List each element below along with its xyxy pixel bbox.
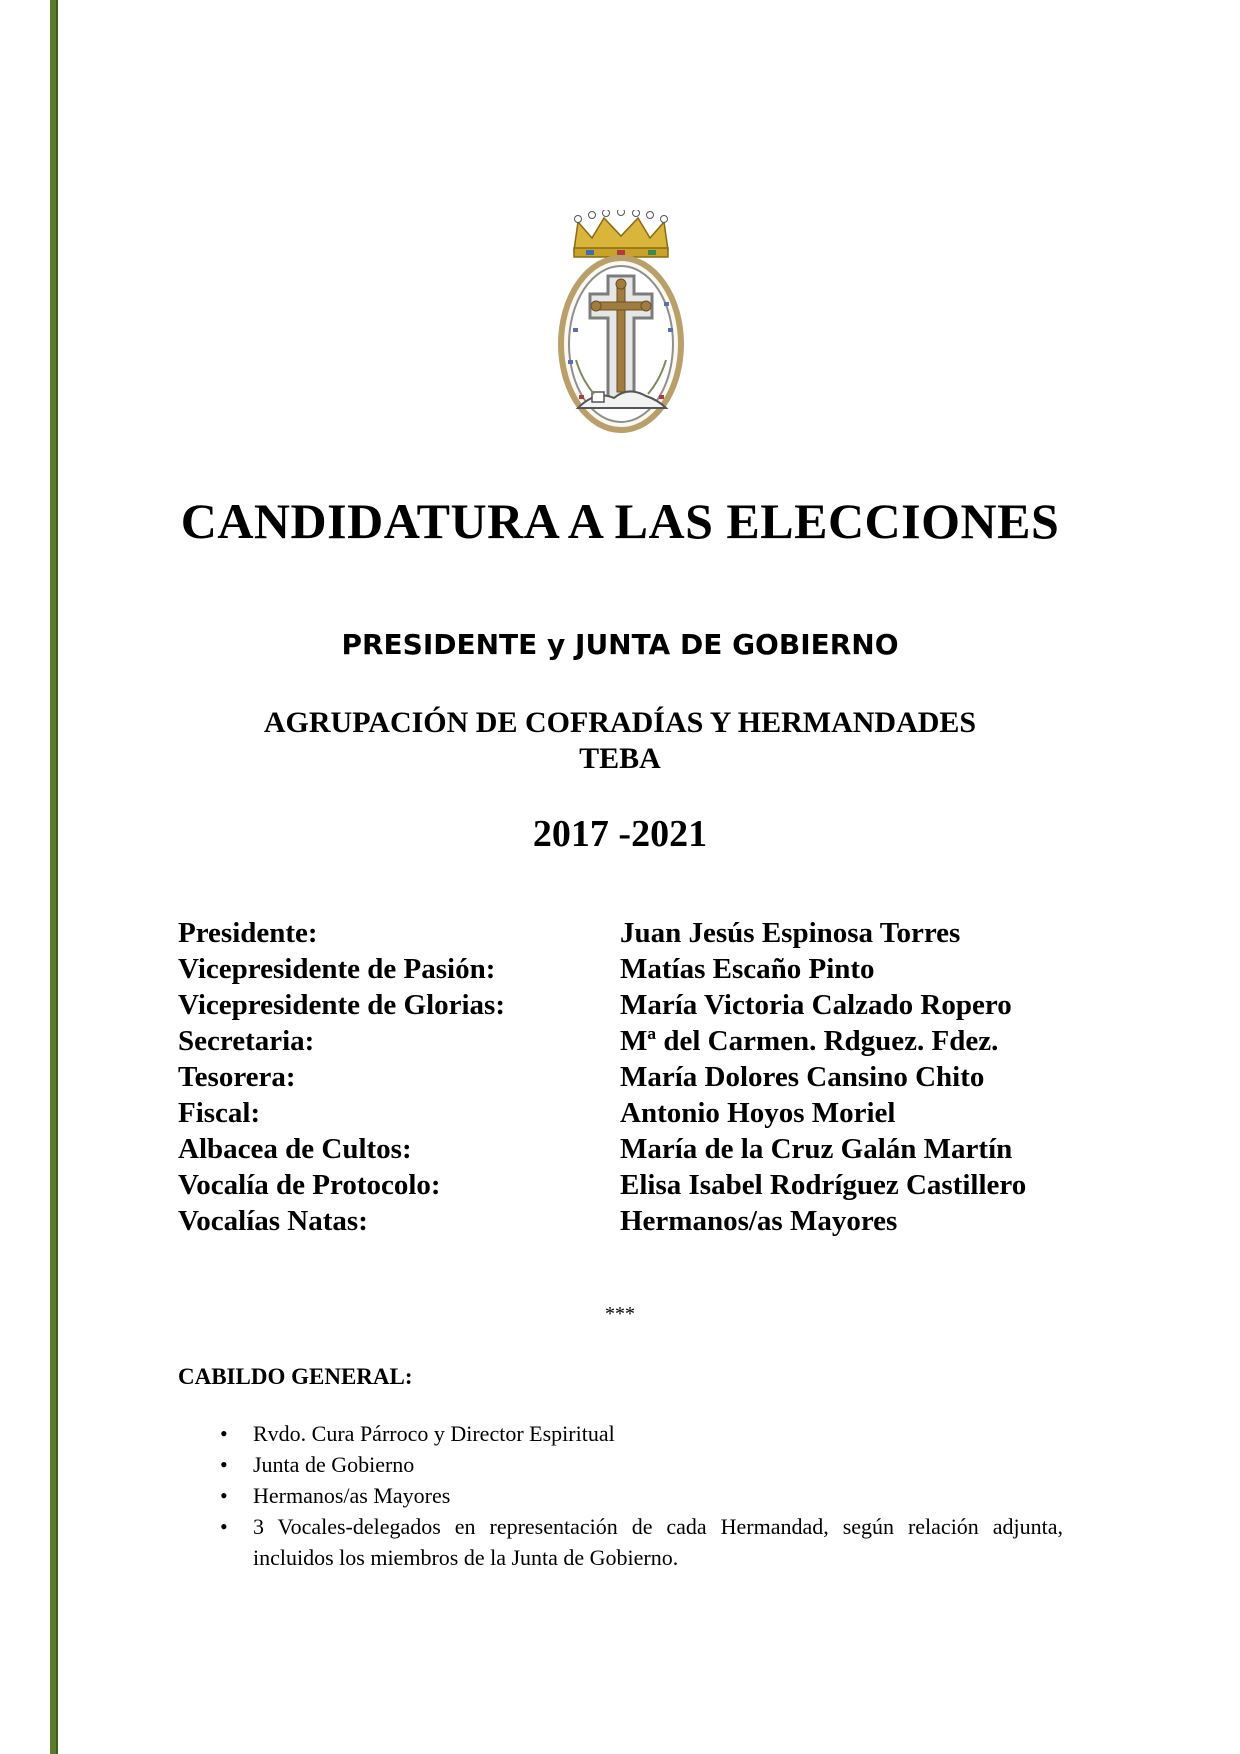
roster-name: Hermanos/as Mayores xyxy=(620,1205,898,1237)
list-item xyxy=(178,1418,1063,1449)
roster-name: Juan Jesús Espinosa Torres xyxy=(620,917,961,949)
list-item-text: Junta de Gobierno xyxy=(253,1452,415,1477)
organization-line-2: TEBA xyxy=(579,742,661,775)
cabildo-heading: CABILDO GENERAL: xyxy=(178,1364,413,1389)
roster-name: María Dolores Cansino Chito xyxy=(620,1061,985,1093)
roster-row xyxy=(178,915,1078,951)
roster-row xyxy=(178,1095,1078,1131)
roster-row xyxy=(178,1167,1078,1203)
roster-name: María Victoria Calzado Ropero xyxy=(620,989,1012,1021)
roster-role: Albacea de Cultos: xyxy=(178,1133,412,1165)
candidate-roster xyxy=(178,915,1078,1239)
list-item-text: Rvdo. Cura Párroco y Director Espiritual xyxy=(253,1421,615,1446)
roster-row xyxy=(178,987,1078,1023)
bullet-icon: • xyxy=(220,1483,228,1508)
roster-row xyxy=(178,1023,1078,1059)
roster-role: Presidente: xyxy=(178,917,318,949)
left-border-line xyxy=(50,0,58,1754)
roster-row xyxy=(178,951,1078,987)
roster-role: Vicepresidente de Pasión: xyxy=(178,953,496,985)
bullet-icon: • xyxy=(220,1452,228,1477)
list-item xyxy=(178,1449,1063,1480)
roster-row xyxy=(178,1203,1078,1239)
cabildo-list xyxy=(178,1418,1063,1573)
roster-name: Matías Escaño Pinto xyxy=(620,953,875,985)
roster-role: Vicepresidente de Glorias: xyxy=(178,989,506,1021)
roster-row xyxy=(178,1131,1078,1167)
list-item xyxy=(178,1480,1063,1511)
roster-role: Secretaria: xyxy=(178,1025,315,1057)
organization-name xyxy=(0,705,1240,777)
bullet-icon: • xyxy=(220,1421,228,1446)
organization-line-1: AGRUPACIÓN DE COFRADÍAS Y HERMANDADES xyxy=(263,706,977,739)
roster-name: Antonio Hoyos Moriel xyxy=(620,1097,896,1129)
roster-row xyxy=(178,1059,1078,1095)
list-item-text: Hermanos/as Mayores xyxy=(253,1483,451,1508)
roster-name: Mª del Carmen. Rdguez. Fdez. xyxy=(620,1025,999,1057)
page-title: CANDIDATURA A LAS ELECCIONES xyxy=(180,493,1060,549)
crown-icon xyxy=(574,210,668,257)
roster-role: Fiscal: xyxy=(178,1097,261,1129)
section-separator: *** xyxy=(605,1303,635,1325)
bullet-icon: • xyxy=(220,1514,228,1539)
roster-role: Tesorera: xyxy=(178,1061,296,1093)
roster-name: María de la Cruz Galán Martín xyxy=(620,1133,1013,1165)
page-subtitle: PRESIDENTE y JUNTA DE GOBIERNO xyxy=(341,628,899,661)
list-item xyxy=(178,1511,1063,1573)
roster-role: Vocalías Natas: xyxy=(178,1205,368,1237)
term-years: 2017 -2021 xyxy=(532,813,708,855)
roster-name: Elisa Isabel Rodríguez Castillero xyxy=(620,1169,1027,1201)
brotherhood-crest-icon xyxy=(556,210,686,436)
roster-role: Vocalía de Protocolo: xyxy=(178,1169,441,1201)
list-item-text: 3 Vocales-delegados en representación de cada Hermandad, según relación adjunta, incluidos los miembros de la Junta de Gobierno. xyxy=(253,1514,1063,1570)
